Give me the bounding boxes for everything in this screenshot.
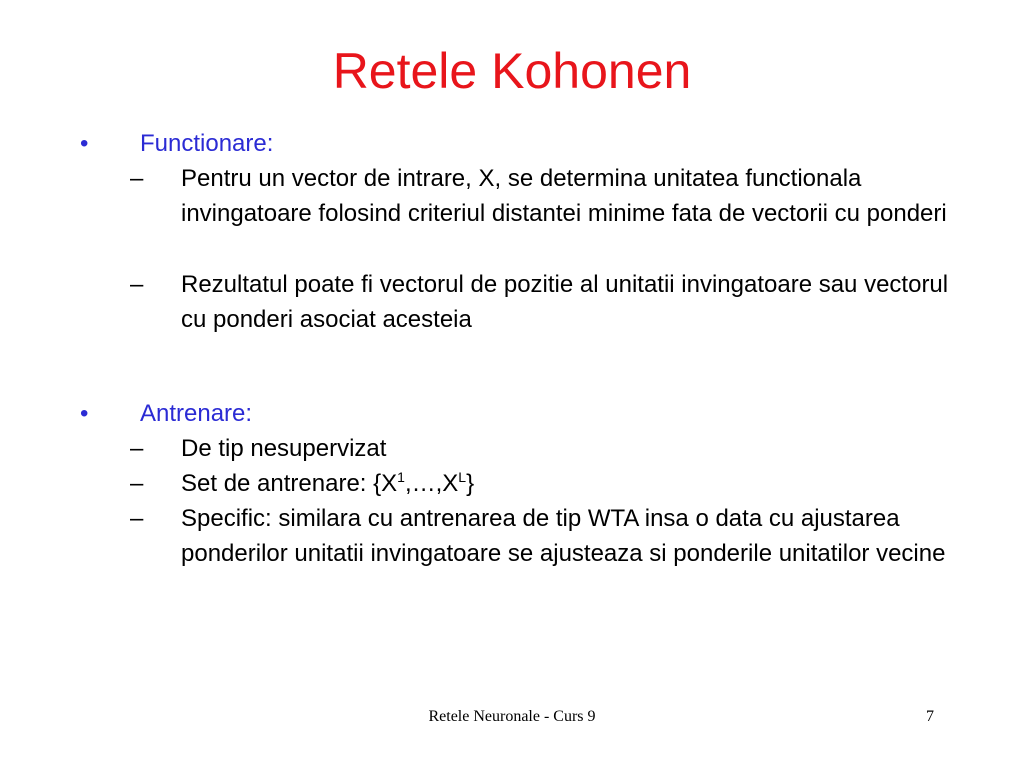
section-functionare [0, 126, 1024, 337]
bullet-mark: • [80, 130, 89, 157]
section-label: Functionare: [140, 130, 274, 157]
sub-item [0, 267, 1024, 337]
sub-item-text [181, 466, 971, 501]
dash-mark: – [130, 165, 144, 192]
dash-mark: – [130, 470, 144, 497]
training-set-prefix: Set de antrenare: {X [181, 470, 398, 497]
bullet-item [0, 396, 1024, 431]
superscript-1: 1 [397, 469, 405, 485]
slide-footer: Retele Neuronale - Curs 9 [428, 708, 596, 725]
sub-item [0, 161, 1024, 231]
sub-item-text: Rezultatul poate fi vectorul de pozitie al unitatii invingatoare sau vectorul cu ponderi asociat acesteia [181, 271, 949, 333]
page-number: 7 [926, 708, 934, 725]
dash-mark: – [130, 505, 144, 532]
dash-mark: – [130, 271, 144, 298]
sub-item-text: De tip nesupervizat [181, 435, 387, 462]
slide-title: Retele Kohonen [332, 43, 692, 99]
sub-item [0, 501, 1024, 571]
bullet-item [0, 126, 1024, 161]
bullet-mark: • [80, 400, 89, 427]
section-label: Antrenare: [140, 400, 253, 427]
dash-mark: – [130, 435, 144, 462]
sub-item [0, 431, 1024, 466]
training-set-mid: ,…,X [404, 470, 459, 497]
sub-item [0, 466, 1024, 501]
sub-item-text: Pentru un vector de intrare, X, se determina unitatea functionala invingatoare folosind criteriul distantei minime fata de vectorii cu ponderi [181, 165, 947, 227]
section-antrenare [0, 396, 1024, 571]
training-set-suffix: } [466, 470, 475, 497]
sub-item-text: Specific: similara cu antrenarea de tip WTA insa o data cu ajustarea ponderilor unitatii invingatoare se ajusteaza si ponderile unitatilor vecine [181, 505, 946, 567]
superscript-l: L [458, 469, 467, 485]
